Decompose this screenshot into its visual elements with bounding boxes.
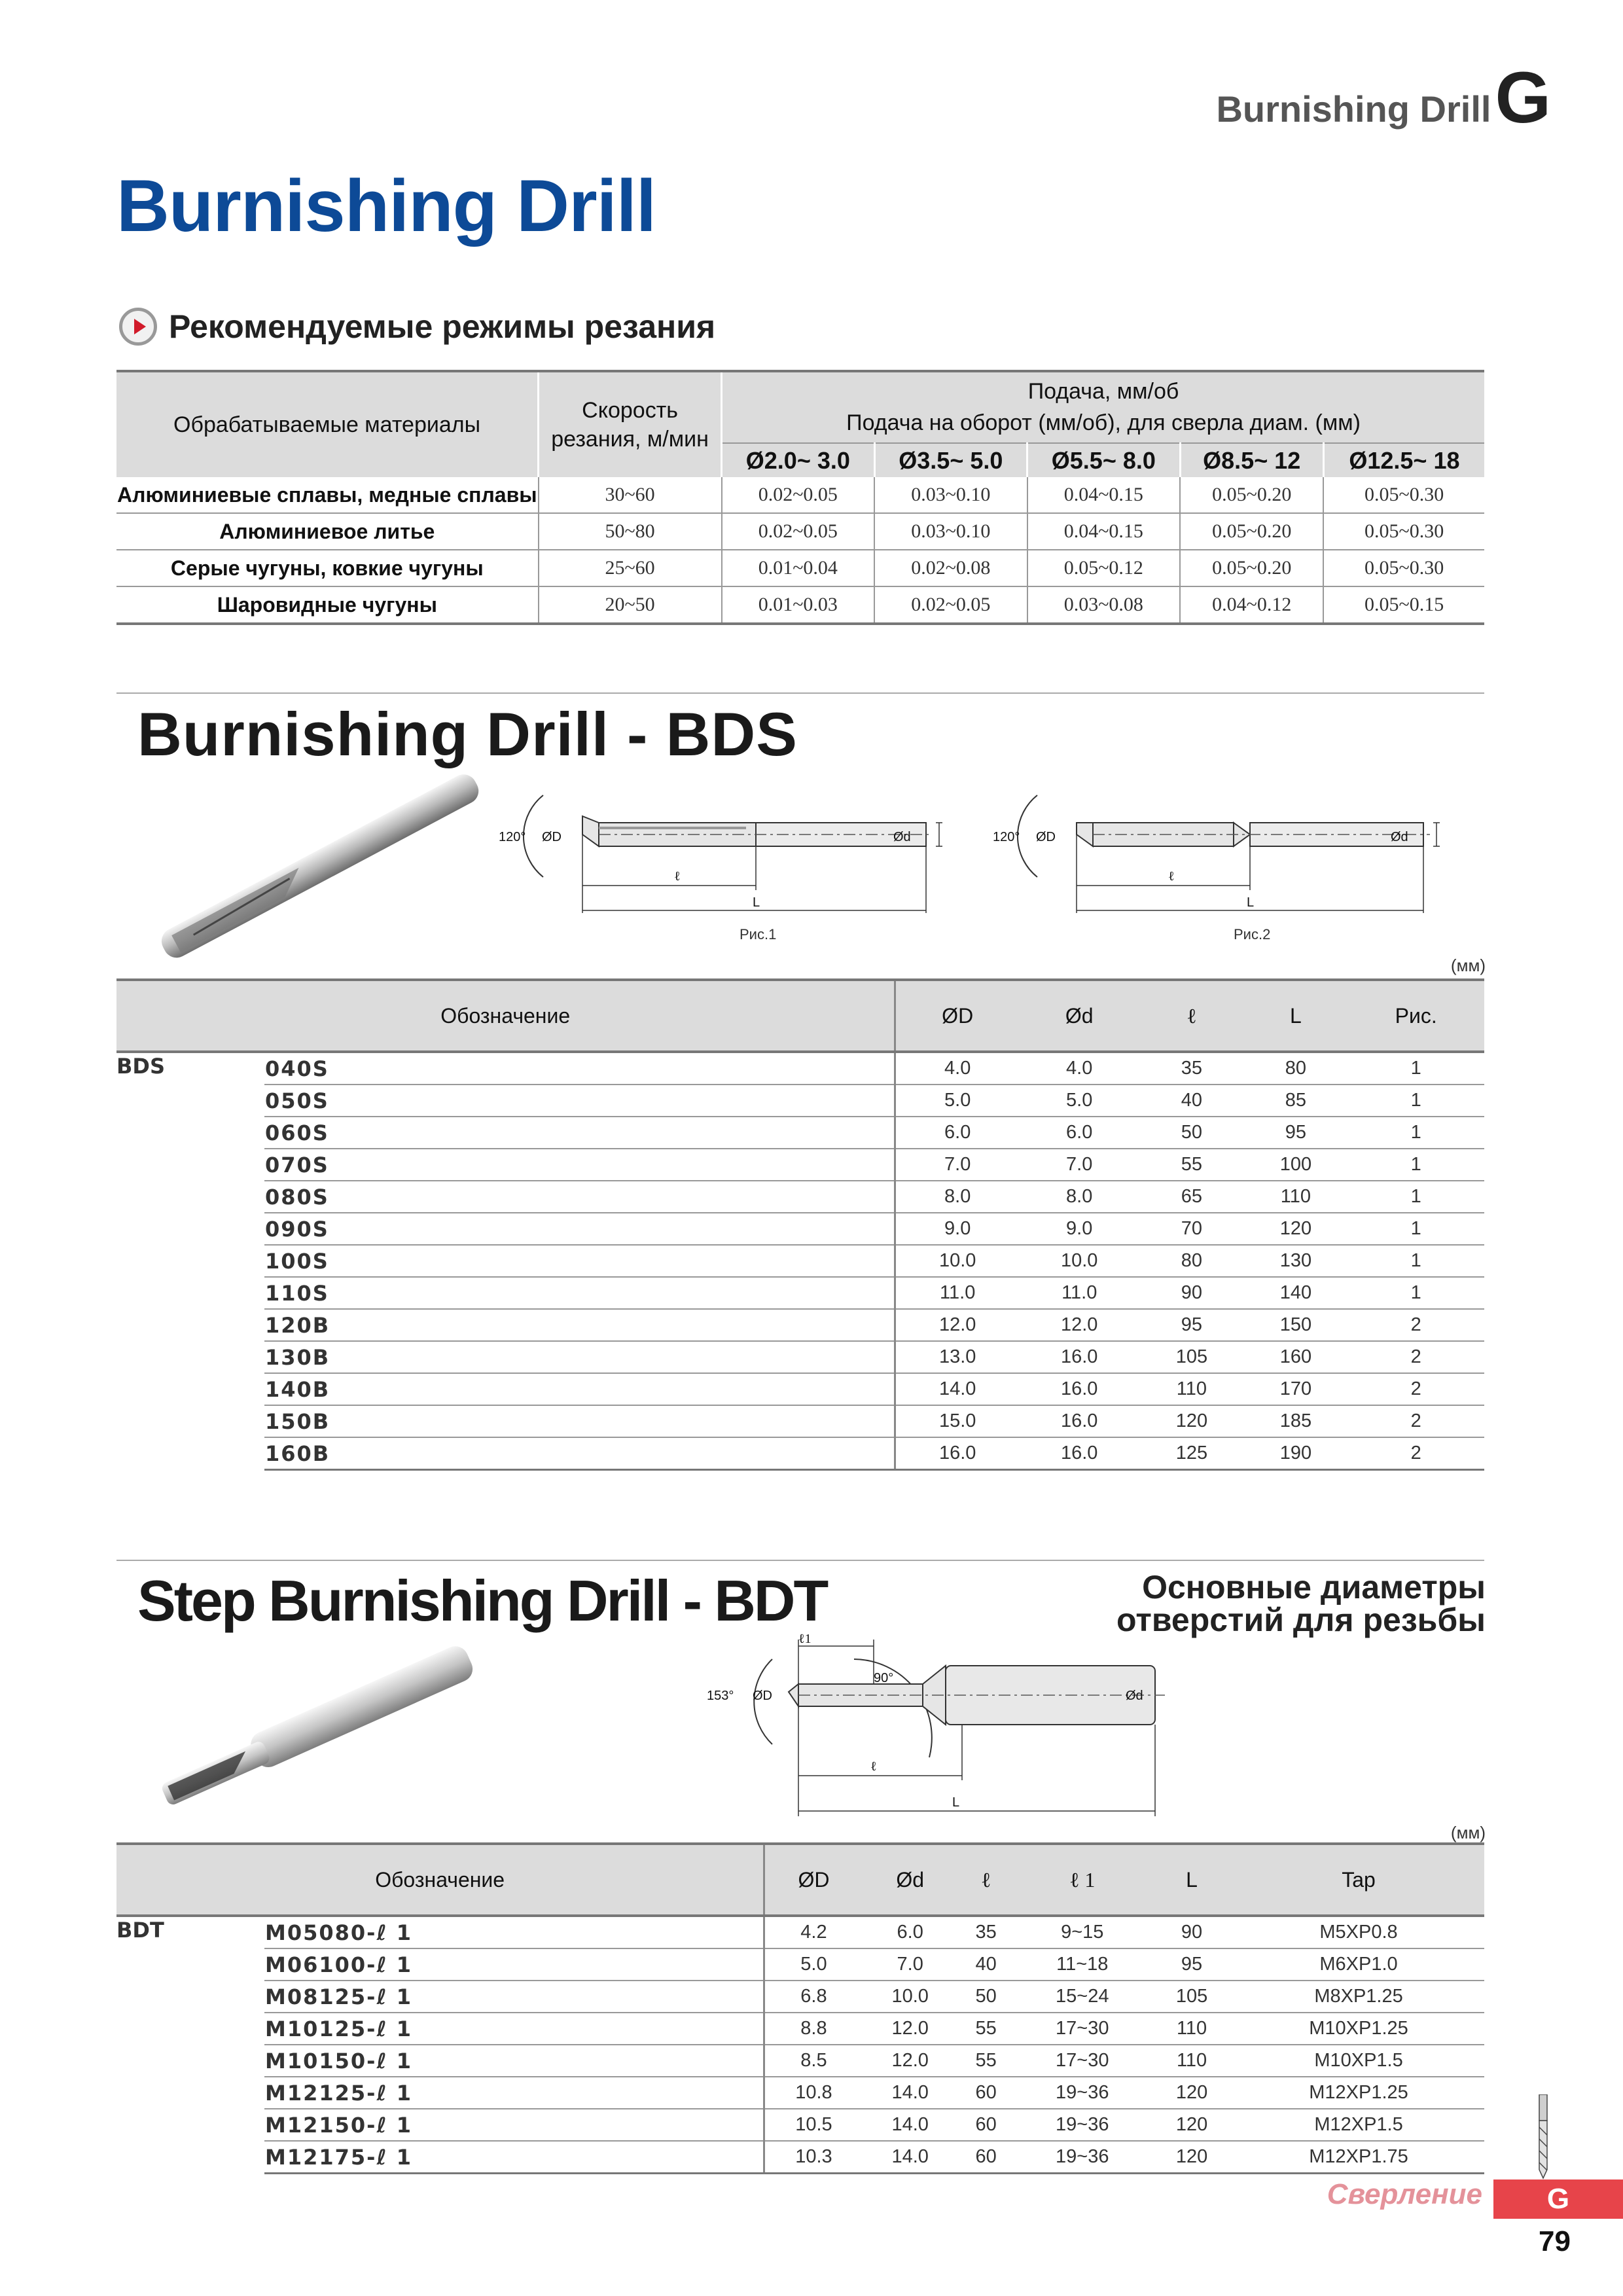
speed-cell: 20~50	[539, 586, 722, 624]
cell: 10.0	[1019, 1245, 1139, 1277]
diameter-header: Ø2.0~ 3.0	[722, 443, 875, 477]
cell: 17~30	[1014, 2045, 1150, 2077]
code-cell: M08125-ℓ 1	[264, 1981, 764, 2013]
feed-cell: 0.04~0.15	[1027, 477, 1181, 513]
unit-label: (мм)	[1450, 1823, 1486, 1842]
cell: 110	[1139, 1373, 1243, 1405]
cell: 120	[1139, 1405, 1243, 1437]
cell: 12.0	[863, 2045, 958, 2077]
cell: 100	[1243, 1149, 1347, 1181]
code-cell: M12125-ℓ 1	[264, 2077, 764, 2109]
angle-label: 153°	[707, 1689, 734, 1703]
cell: 13.0	[895, 1341, 1019, 1373]
material-cell: Алюминиевое литье	[116, 513, 539, 550]
table-row	[116, 1213, 1484, 1245]
col-l1: ℓ 1	[1014, 1844, 1150, 1916]
bds-title: Burnishing Drill - BDS	[137, 700, 798, 768]
cell: 9.0	[1019, 1213, 1139, 1245]
table-row	[116, 1085, 1484, 1117]
cell: 16.0	[1019, 1341, 1139, 1373]
length-l1-label: ℓ1	[798, 1632, 812, 1646]
cell: 6.8	[764, 1981, 863, 2013]
cell: 5.0	[764, 1948, 863, 1981]
table-row	[116, 1916, 1484, 1948]
col-feed-line2: Подача на оборот (мм/об), для сверла диам. (мм)	[846, 410, 1361, 435]
thread-note-line1: Основные диаметры	[1142, 1569, 1486, 1605]
col-D: ØD	[764, 1844, 863, 1916]
cell: 80	[1243, 1052, 1347, 1085]
speed-cell: 25~60	[539, 550, 722, 586]
cell: 90	[1150, 1916, 1233, 1948]
feed-cell: 0.05~0.15	[1323, 586, 1484, 624]
cell: 90	[1139, 1277, 1243, 1309]
length-l-label: ℓ	[870, 1759, 877, 1774]
cell: 1	[1347, 1213, 1484, 1245]
angle-label: 120°	[499, 830, 526, 844]
page-title: Burnishing Drill	[116, 165, 656, 247]
table-row	[116, 1309, 1484, 1341]
col-d: Ød	[863, 1844, 958, 1916]
col-speed: Скорость резания, м/мин	[539, 371, 722, 477]
cell: 160	[1243, 1341, 1347, 1373]
code-cell: M05080-ℓ 1	[264, 1916, 764, 1948]
table-row	[116, 1245, 1484, 1277]
table-row	[116, 1948, 1484, 1981]
feed-cell: 0.05~0.20	[1180, 513, 1323, 550]
table-row	[116, 550, 1484, 586]
footer-section-tab	[1493, 2179, 1623, 2219]
feed-cell: 0.02~0.05	[874, 586, 1027, 624]
table-row	[116, 1373, 1484, 1405]
cell: 10.5	[764, 2109, 863, 2141]
cell: 4.0	[1019, 1052, 1139, 1085]
cell: 8.0	[1019, 1181, 1139, 1213]
cutting-conditions-table	[116, 370, 1484, 625]
cell: 11.0	[1019, 1277, 1139, 1309]
cell: 2	[1347, 1437, 1484, 1470]
cell: 19~36	[1014, 2109, 1150, 2141]
cell: 65	[1139, 1181, 1243, 1213]
code-cell: 150B	[264, 1405, 895, 1437]
diameter-D-label: ØD	[1036, 830, 1056, 844]
cell: 16.0	[1019, 1437, 1139, 1470]
cell: 80	[1139, 1245, 1243, 1277]
cell: 1	[1347, 1181, 1484, 1213]
cell: M10XP1.25	[1233, 2013, 1484, 2045]
table-row	[116, 2141, 1484, 2174]
length-l-label: ℓ	[1168, 869, 1175, 884]
cell: 50	[958, 1981, 1014, 2013]
cell: 105	[1139, 1341, 1243, 1373]
cell: 1	[1347, 1149, 1484, 1181]
code-cell: M10125-ℓ 1	[264, 2013, 764, 2045]
table-row	[116, 1052, 1484, 1085]
cell: 10.0	[895, 1245, 1019, 1277]
code-cell: 070S	[264, 1149, 895, 1181]
cell: 5.0	[1019, 1085, 1139, 1117]
diameter-D-label: ØD	[542, 830, 562, 844]
feed-cell: 0.03~0.10	[874, 513, 1027, 550]
cell: 35	[1139, 1052, 1243, 1085]
cell: 14.0	[895, 1373, 1019, 1405]
cell: 12.0	[1019, 1309, 1139, 1341]
bdt-product-image	[144, 1636, 491, 1820]
feed-cell: 0.05~0.30	[1323, 550, 1484, 586]
feed-cell: 0.05~0.30	[1323, 513, 1484, 550]
diameter-d-label: Ød	[1126, 1689, 1143, 1703]
col-d: Ød	[1019, 980, 1139, 1052]
cell: 170	[1243, 1373, 1347, 1405]
col-tap: Tap	[1233, 1844, 1484, 1916]
diameter-d-label: Ød	[893, 830, 911, 844]
section-divider	[116, 1560, 1484, 1561]
code-cell: 080S	[264, 1181, 895, 1213]
table-row	[116, 477, 1484, 513]
code-cell: 050S	[264, 1085, 895, 1117]
cell: 55	[958, 2045, 1014, 2077]
cell: M8XP1.25	[1233, 1981, 1484, 2013]
cutting-heading-text: Рекомендуемые режимы резания	[169, 308, 716, 345]
bdt-spec-table	[116, 1842, 1484, 2174]
feed-cell: 0.05~0.12	[1027, 550, 1181, 586]
cell: 2	[1347, 1405, 1484, 1437]
cell: 95	[1243, 1117, 1347, 1149]
col-D: ØD	[895, 980, 1019, 1052]
code-cell: M10150-ℓ 1	[264, 2045, 764, 2077]
cell: 150	[1243, 1309, 1347, 1341]
cell: 85	[1243, 1085, 1347, 1117]
table-row	[116, 1981, 1484, 2013]
col-material: Обрабатываемые материалы	[116, 371, 539, 477]
code-cell: 140B	[264, 1373, 895, 1405]
cell: 185	[1243, 1405, 1347, 1437]
table-row	[116, 2109, 1484, 2141]
cell: 190	[1243, 1437, 1347, 1470]
col-fig: Рис.	[1347, 980, 1484, 1052]
cell: 10.8	[764, 2077, 863, 2109]
cell: 6.0	[895, 1117, 1019, 1149]
table-row	[116, 1181, 1484, 1213]
cell: 6.0	[1019, 1117, 1139, 1149]
code-cell: 110S	[264, 1277, 895, 1309]
col-feed	[722, 371, 1484, 443]
cell: 7.0	[1019, 1149, 1139, 1181]
section-divider	[116, 692, 1484, 694]
cell: 16.0	[895, 1437, 1019, 1470]
cell: 60	[958, 2109, 1014, 2141]
cell: 9.0	[895, 1213, 1019, 1245]
cell: 40	[958, 1948, 1014, 1981]
drill-bit-icon	[1530, 2094, 1556, 2179]
speed-cell: 30~60	[539, 477, 722, 513]
footer-section-word: Сверление	[1327, 2178, 1482, 2210]
table-row	[116, 2013, 1484, 2045]
material-cell: Алюминиевые сплавы, медные сплавы	[116, 477, 539, 513]
code-cell: 090S	[264, 1213, 895, 1245]
cell: 40	[1139, 1085, 1243, 1117]
cell: M12XP1.25	[1233, 2077, 1484, 2109]
section-label: Burnishing Drill	[1216, 88, 1491, 130]
cell: 120	[1150, 2077, 1233, 2109]
cell: 120	[1150, 2141, 1233, 2174]
code-cell: 100S	[264, 1245, 895, 1277]
feed-cell: 0.05~0.30	[1323, 477, 1484, 513]
cell: 17~30	[1014, 2013, 1150, 2045]
cell: 19~36	[1014, 2141, 1150, 2174]
material-cell: Серые чугуны, ковкие чугуны	[116, 550, 539, 586]
table-row	[116, 1405, 1484, 1437]
cell: 105	[1150, 1981, 1233, 2013]
unit-label: (мм)	[1450, 956, 1486, 975]
table-row	[116, 1277, 1484, 1309]
cell: 110	[1150, 2045, 1233, 2077]
col-designation: Обозначение	[116, 980, 895, 1052]
cell: 10.3	[764, 2141, 863, 2174]
cell: 1	[1347, 1245, 1484, 1277]
cell: M12XP1.75	[1233, 2141, 1484, 2174]
cell: 2	[1347, 1309, 1484, 1341]
diameter-header: Ø12.5~ 18	[1323, 443, 1484, 477]
cell: 11.0	[895, 1277, 1019, 1309]
code-cell: M12150-ℓ 1	[264, 2109, 764, 2141]
code-cell: 120B	[264, 1309, 895, 1341]
cell: 11~18	[1014, 1948, 1150, 1981]
length-l-label: ℓ	[674, 869, 681, 884]
cell: 95	[1150, 1948, 1233, 1981]
feed-cell: 0.05~0.20	[1180, 477, 1323, 513]
table-row	[116, 586, 1484, 624]
code-cell: 040S	[264, 1052, 895, 1085]
cell: 14.0	[863, 2141, 958, 2174]
cell: 15.0	[895, 1405, 1019, 1437]
code-cell: M06100-ℓ 1	[264, 1948, 764, 1981]
col-l: ℓ	[1139, 980, 1243, 1052]
cutting-heading	[119, 308, 715, 346]
bds-figure-1	[484, 782, 995, 952]
table-row	[116, 2077, 1484, 2109]
series-label: BDT	[116, 1918, 164, 1943]
feed-cell: 0.04~0.15	[1027, 513, 1181, 550]
bdt-title: Step Burnishing Drill - BDT	[137, 1568, 827, 1633]
cell: M10XP1.5	[1233, 2045, 1484, 2077]
play-circle-icon	[119, 308, 157, 346]
cell: 15~24	[1014, 1981, 1150, 2013]
code-cell: 160B	[264, 1437, 895, 1470]
cell: 120	[1150, 2109, 1233, 2141]
col-L: L	[1150, 1844, 1233, 1916]
cell: 2	[1347, 1341, 1484, 1373]
feed-cell: 0.04~0.12	[1180, 586, 1323, 624]
diameter-header: Ø8.5~ 12	[1180, 443, 1323, 477]
cell: 1	[1347, 1085, 1484, 1117]
thread-note-line2: отверстий для резьбы	[1116, 1602, 1486, 1638]
feed-cell: 0.03~0.08	[1027, 586, 1181, 624]
col-designation: Обозначение	[116, 1844, 764, 1916]
cell: 110	[1150, 2013, 1233, 2045]
cell: M12XP1.5	[1233, 2109, 1484, 2141]
cell: 95	[1139, 1309, 1243, 1341]
cell: M5XP0.8	[1233, 1916, 1484, 1948]
cell: 9~15	[1014, 1916, 1150, 1948]
cell: 14.0	[863, 2109, 958, 2141]
cell: 8.0	[895, 1181, 1019, 1213]
diameter-d-label: Ød	[1391, 830, 1408, 844]
cell: 50	[1139, 1117, 1243, 1149]
cell: 7.0	[863, 1948, 958, 1981]
feed-cell: 0.02~0.05	[722, 513, 875, 550]
cell: 8.8	[764, 2013, 863, 2045]
cell: 110	[1243, 1181, 1347, 1213]
material-cell: Шаровидные чугуны	[116, 586, 539, 624]
bds-figure-2	[978, 782, 1489, 952]
cell: 6.0	[863, 1916, 958, 1948]
feed-cell: 0.01~0.03	[722, 586, 875, 624]
length-L-label: L	[1247, 895, 1255, 910]
code-cell: 130B	[264, 1341, 895, 1373]
cell: 16.0	[1019, 1373, 1139, 1405]
col-feed-line1: Подача, мм/об	[1027, 378, 1179, 404]
table-row	[116, 1437, 1484, 1470]
page-number: 79	[1539, 2225, 1571, 2257]
cell: 130	[1243, 1245, 1347, 1277]
cell: M6XP1.0	[1233, 1948, 1484, 1981]
table-row	[116, 1341, 1484, 1373]
figure-caption: Рис.1	[740, 926, 777, 942]
speed-cell: 50~80	[539, 513, 722, 550]
cell: 1	[1347, 1277, 1484, 1309]
cell: 5.0	[895, 1085, 1019, 1117]
cell: 7.0	[895, 1149, 1019, 1181]
cell: 2	[1347, 1373, 1484, 1405]
cell: 35	[958, 1916, 1014, 1948]
section-header	[1216, 58, 1551, 138]
cell: 125	[1139, 1437, 1243, 1470]
cell: 16.0	[1019, 1405, 1139, 1437]
feed-cell: 0.01~0.04	[722, 550, 875, 586]
bds-product-image	[137, 772, 504, 962]
code-cell: 060S	[264, 1117, 895, 1149]
feed-cell: 0.03~0.10	[874, 477, 1027, 513]
cell: 14.0	[863, 2077, 958, 2109]
col-l: ℓ	[958, 1844, 1014, 1916]
cell: 1	[1347, 1052, 1484, 1085]
table-row	[116, 2045, 1484, 2077]
code-cell: M12175-ℓ 1	[264, 2141, 764, 2174]
diameter-header: Ø5.5~ 8.0	[1027, 443, 1181, 477]
cell: 1	[1347, 1117, 1484, 1149]
table-row	[116, 1149, 1484, 1181]
cell: 12.0	[863, 2013, 958, 2045]
series-label: BDS	[116, 1054, 165, 1079]
bds-spec-table	[116, 978, 1484, 1471]
cell: 140	[1243, 1277, 1347, 1309]
cell: 4.2	[764, 1916, 863, 1948]
diameter-header: Ø3.5~ 5.0	[874, 443, 1027, 477]
feed-cell: 0.02~0.08	[874, 550, 1027, 586]
cell: 4.0	[895, 1052, 1019, 1085]
cell: 55	[958, 2013, 1014, 2045]
feed-cell: 0.02~0.05	[722, 477, 875, 513]
cell: 70	[1139, 1213, 1243, 1245]
cell: 120	[1243, 1213, 1347, 1245]
bdt-figure	[700, 1626, 1198, 1823]
diameter-D-label: ØD	[753, 1689, 772, 1703]
cell: 60	[958, 2077, 1014, 2109]
table-row	[116, 1117, 1484, 1149]
section-letter: G	[1495, 58, 1551, 138]
figure-caption: Рис.2	[1234, 926, 1271, 942]
cell: 55	[1139, 1149, 1243, 1181]
col-L: L	[1243, 980, 1347, 1052]
feed-cell: 0.05~0.20	[1180, 550, 1323, 586]
cell: 10.0	[863, 1981, 958, 2013]
step-angle-label: 90°	[874, 1671, 894, 1685]
cell: 12.0	[895, 1309, 1019, 1341]
cell: 19~36	[1014, 2077, 1150, 2109]
length-L-label: L	[753, 895, 760, 910]
footer-section-letter: G	[1546, 2183, 1570, 2215]
table-row	[116, 513, 1484, 550]
angle-label: 120°	[993, 830, 1020, 844]
cell: 60	[958, 2141, 1014, 2174]
length-L-label: L	[952, 1795, 960, 1810]
cell: 8.5	[764, 2045, 863, 2077]
